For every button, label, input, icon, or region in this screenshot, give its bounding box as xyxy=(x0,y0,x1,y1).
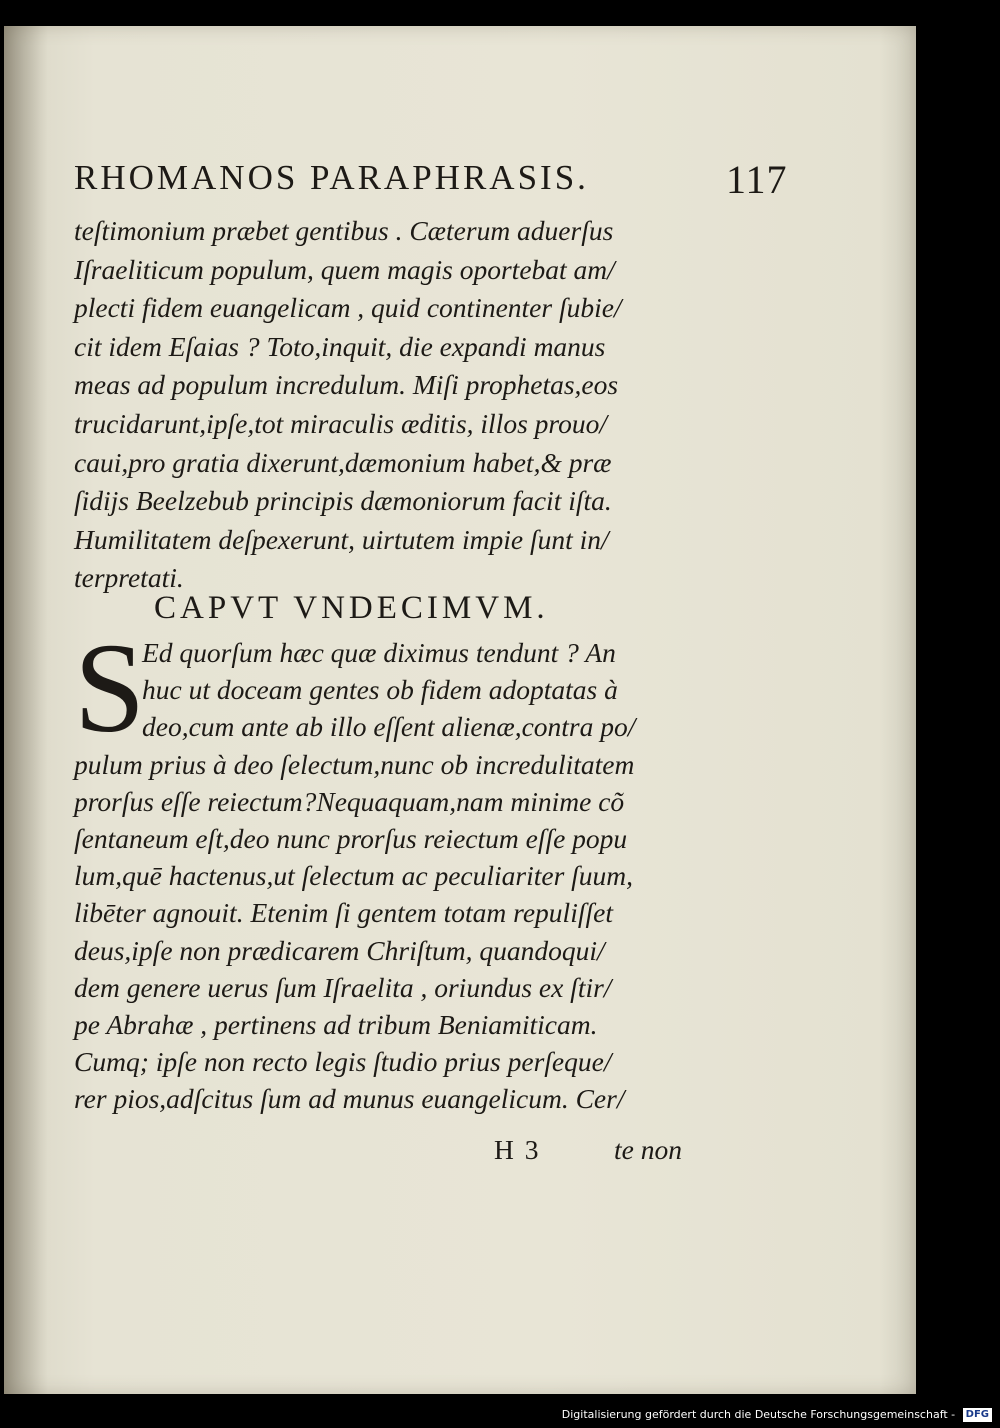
footer-text: Digitalisierung gefördert durch die Deutsche Forschungsgemeinschaft - xyxy=(561,1408,956,1421)
text-line: deus,ipſe non prædicarem Chriſtum, quandoqui/ xyxy=(74,934,605,966)
drop-cap: S xyxy=(74,617,146,759)
dfg-logo: DFG xyxy=(963,1408,992,1422)
text-line: Cumq; ipſe non recto legis ſtudio prius perſeque/ xyxy=(74,1046,612,1078)
text-line: trucidarunt,ipſe,tot miraculis æditis, illos prouo/ xyxy=(74,407,607,439)
text-line: Humilitatem deſpexerunt, uirtutem impie ſunt in/ xyxy=(74,523,609,555)
text-line: Iſraeliticum populum, quem magis oportebat am/ xyxy=(74,253,615,285)
chapter-heading: CAPVT VNDECIMVM. xyxy=(154,590,549,626)
text-line: Ed quorſum hæc quæ diximus tendunt ? An xyxy=(142,637,616,668)
paragraph-1 xyxy=(74,212,704,598)
running-head-title: RHOMANOS PARAPHRASIS. xyxy=(74,158,589,197)
text-line: huc ut doceam gentes ob fidem adoptatas à xyxy=(142,674,618,706)
text-line: terpretati. xyxy=(74,562,184,594)
text-line: teſtimonium præbet gentibus . Cæterum aduerſus xyxy=(74,215,614,246)
text-line: dem genere uerus ſum Iſraelita , oriundus ex ſtir/ xyxy=(74,971,612,1003)
page-gutter-shadow xyxy=(4,26,48,1394)
catchline xyxy=(74,1134,704,1170)
text-line: pe Abrahæ , pertinens ad tribum Beniamiticam. xyxy=(74,1008,598,1040)
text-line: prorſus eſſe reiectum?Nequaquam,nam minime cõ xyxy=(74,785,625,817)
signature-mark: H 3 xyxy=(494,1134,541,1165)
text-line: meas ad populum incredulum. Miſi prophetas,eos xyxy=(74,369,619,401)
text-line: cit idem Eſaias ? Toto,inquit, die expandi manus xyxy=(74,330,606,362)
text-line: libēter agnouit. Etenim ſi gentem totam repuliſſet xyxy=(74,897,613,929)
text-line: ſidijs Beelzebub principis dæmoniorum facit iſta. xyxy=(74,485,612,517)
text-line: rer pios,adſcitus ſum ad munus euangelicum. Cer/ xyxy=(74,1083,625,1115)
catchword: te non xyxy=(614,1134,682,1165)
digitization-footer xyxy=(562,1406,992,1424)
folio-number: 117 xyxy=(726,157,788,202)
running-head xyxy=(74,157,788,202)
text-line: ſentaneum eſt,deo nunc prorſus reiectum eſſe popu xyxy=(74,822,628,854)
text-line: lum,quē hactenus,ut ſelectum ac peculiariter ſuum, xyxy=(74,860,634,892)
book-page xyxy=(4,26,916,1394)
text-line: deo,cum ante ab illo eſſent alienæ,contra po/ xyxy=(142,711,636,743)
text-line: caui,pro gratia dixerunt,dæmonium habet,& præ xyxy=(74,446,612,478)
text-line: plecti fidem euangelicam , quid continenter ſubie/ xyxy=(74,292,622,324)
paragraph-2 xyxy=(74,617,704,1117)
text-line: pulum prius à deo ſelectum,nunc ob incredulitatem xyxy=(74,748,635,780)
